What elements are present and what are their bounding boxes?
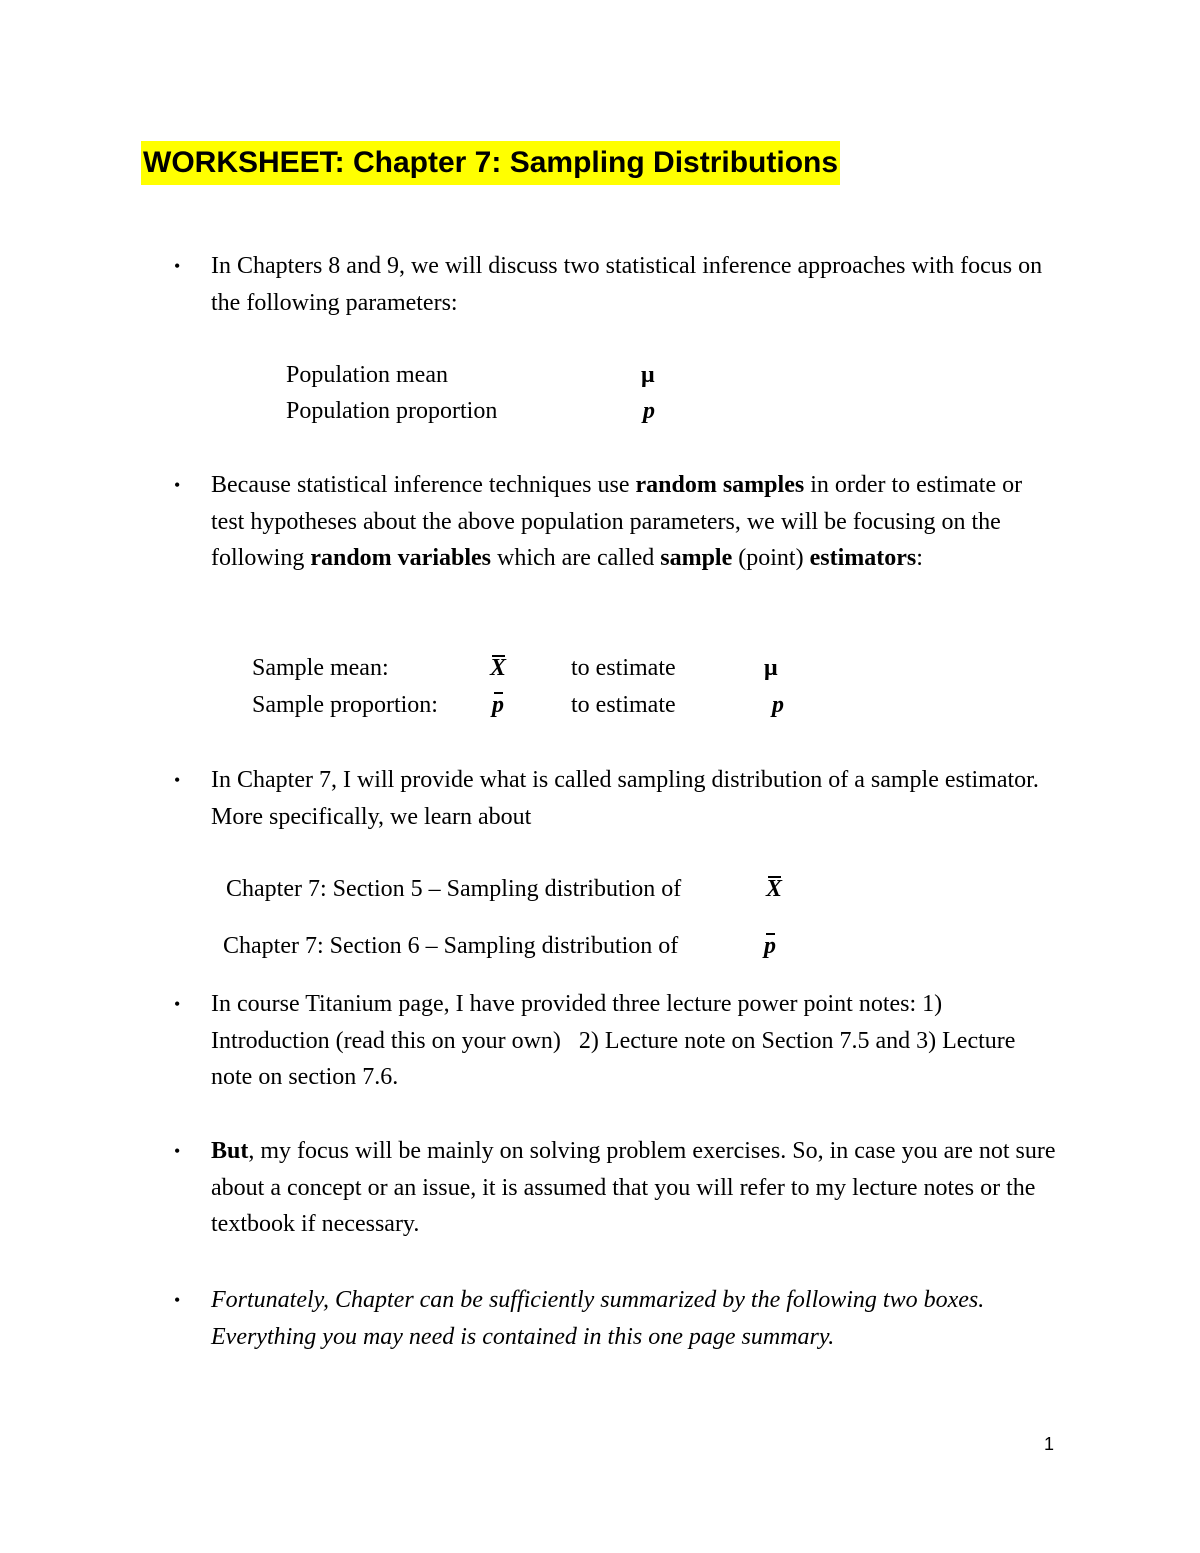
text-run: , my focus will be mainly on solving problem exercises. So, in case you are not sure about a concept or an issue, it is assumed that you will refer to my lecture notes or the textbook if necessary. bbox=[211, 1138, 1056, 1237]
estimator-symbol-xbar bbox=[490, 650, 506, 686]
bold-random-variables: random variables bbox=[310, 545, 491, 571]
section-symbol-pbar bbox=[764, 928, 776, 964]
bold-sample: sample bbox=[660, 545, 733, 571]
pbar-symbol: p bbox=[764, 928, 776, 964]
parameter-label: Population mean bbox=[286, 362, 448, 388]
text-run: Because statistical inference techniques use bbox=[211, 472, 636, 498]
section-symbol-xbar bbox=[766, 871, 782, 907]
text-run: in order to estimate or test hypotheses about the above population parameters, we will be focusing on the following bbox=[211, 472, 1023, 571]
section-line: Chapter 7: Section 6 – Sampling distribution of bbox=[223, 933, 679, 959]
bullet-icon: • bbox=[174, 770, 181, 790]
estimator-to: to estimate bbox=[571, 655, 676, 681]
bold-estimators: estimators bbox=[809, 545, 917, 571]
estimator-param: μ bbox=[764, 655, 778, 681]
text-run: : bbox=[916, 545, 923, 571]
paragraph-summary: Fortunately, Chapter can be sufficiently summarized by the following two boxes. Everything you may need is contained in this one page summary. bbox=[211, 1287, 985, 1350]
estimator-label: Sample mean: bbox=[252, 655, 389, 681]
bullet-icon: • bbox=[174, 994, 181, 1014]
estimator-param: p bbox=[772, 692, 784, 718]
text-run: (point) bbox=[732, 545, 810, 571]
estimator-to: to estimate bbox=[571, 692, 676, 718]
xbar-symbol: X bbox=[766, 871, 782, 907]
bold-but: But bbox=[211, 1138, 249, 1164]
bullet-icon: • bbox=[174, 256, 181, 276]
xbar-symbol: X bbox=[490, 650, 506, 686]
parameter-label: Population proportion bbox=[286, 398, 498, 424]
page-title: WORKSHEET: Chapter 7: Sampling Distributions bbox=[141, 141, 840, 185]
bullet-icon: • bbox=[174, 1141, 181, 1161]
paragraph-inference-approaches: In Chapters 8 and 9, we will discuss two statistical inference approaches with focus on the following parameters: bbox=[211, 253, 1043, 316]
estimator-symbol-pbar bbox=[492, 687, 504, 723]
parameter-symbol: p bbox=[643, 398, 655, 424]
parameter-symbol: μ bbox=[641, 362, 655, 388]
paragraph-lecture-notes: In course Titanium page, I have provided three lecture power point notes: 1) Introduction (read this on your own) 2) Lecture note on Section 7.5 and 3) Lecture note on section 7.6. bbox=[211, 991, 1022, 1090]
text-run: which are called bbox=[491, 545, 661, 571]
page-number: 1 bbox=[1044, 1434, 1055, 1454]
section-line: Chapter 7: Section 5 – Sampling distribution of bbox=[226, 876, 682, 902]
pbar-symbol: p bbox=[492, 687, 504, 723]
bullet-icon: • bbox=[174, 475, 181, 495]
paragraph-focus bbox=[211, 1133, 1061, 1243]
bold-random-samples: random samples bbox=[635, 472, 805, 498]
paragraph-sampling-distribution: In Chapter 7, I will provide what is called sampling distribution of a sample estimator. More specifically, we learn about bbox=[211, 767, 1039, 830]
paragraph-estimators bbox=[211, 467, 1061, 577]
estimator-label: Sample proportion: bbox=[252, 692, 438, 718]
bullet-icon: • bbox=[174, 1290, 181, 1310]
